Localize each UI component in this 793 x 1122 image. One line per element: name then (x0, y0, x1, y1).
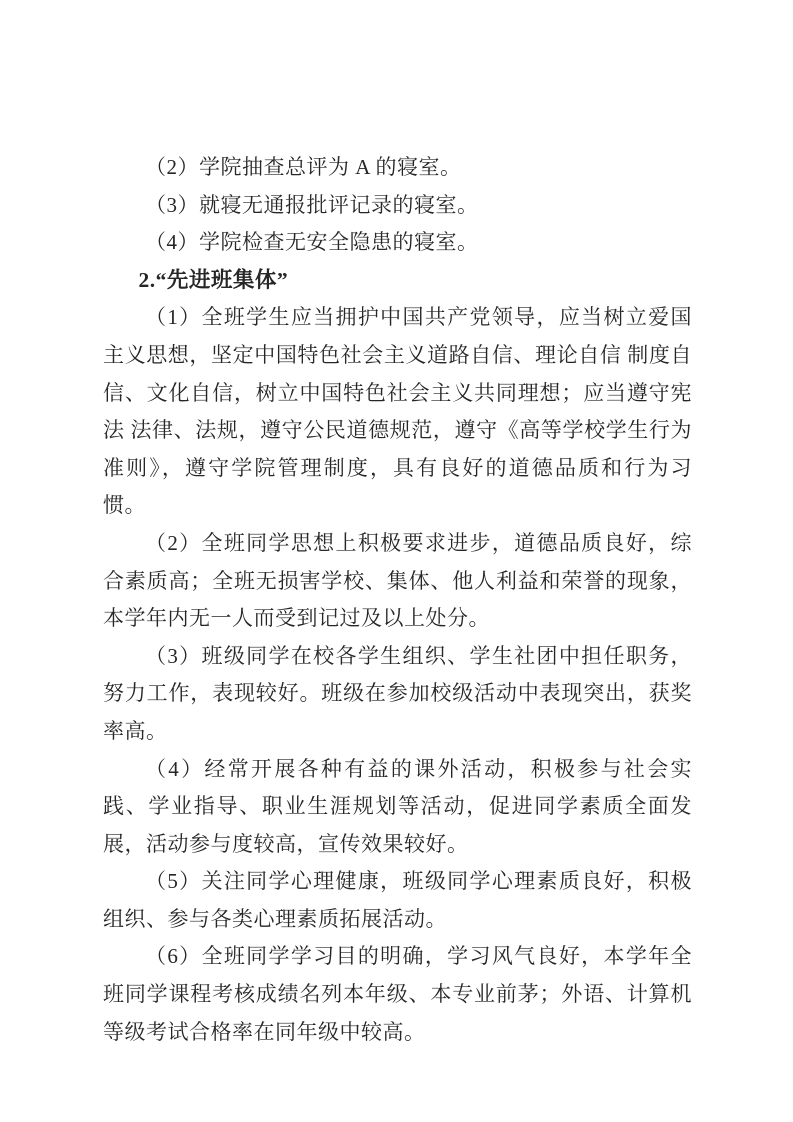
class-criterion-paragraph-1: （1）全班学生应当拥护中国共产党领导，应当树立爱国主义思想，坚定中国特色社会主义道路自信、理论自信 制度自信、文化自信，树立中国特色社会主义共同理想；应当遵守宪法 法律、法规，遵守公民道德规范，遵守《高等学校学生行为准则》，遵守学院管理制度，具有良好的道德品质和行为习惯。 (103, 305, 692, 518)
document-content (103, 149, 692, 1051)
class-criterion-paragraph-6: （6）全班同学学习目的明确，学习风气良好，本学年全班同学课程考核成绩名列本年级、本专业前茅；外语、计算机等级考试合格率在同年级中较高。 (103, 944, 692, 1044)
dorm-criterion-item-4: （4）学院检查无安全隐患的寝室。 (145, 230, 479, 255)
class-criterion-paragraph-3: （3）班级同学在校各学生组织、学生社团中担任职务，努力工作，表现较好。班级在参加校级活动中表现突出，获奖率高。 (103, 643, 692, 743)
dorm-criterion-item-3: （3）就寝无通报批评记录的寝室。 (145, 192, 479, 217)
dorm-criterion-item-2: （2）学院抽查总评为 A 的寝室。 (145, 155, 462, 179)
class-criterion-paragraph-5: （5）关注同学心理健康，班级同学心理素质良好，积极组织、参与各类心理素质拓展活动。 (103, 869, 692, 931)
class-criterion-paragraph-4: （4）经常开展各种有益的课外活动，积极参与社会实践、学业指导、职业生涯规划等活动，促进同学素质全面发展，活动参与度较高，宣传效果较好。 (103, 756, 692, 856)
class-criterion-paragraph-2: （2）全班同学思想上积极要求进步，道德品质良好，综合素质高；全班无损害学校、集体、他人利益和荣誉的现象，本学年内无一人而受到记过及以上处分。 (103, 530, 692, 631)
section-heading-advanced-class: 2.“先进班集体” (138, 267, 289, 292)
